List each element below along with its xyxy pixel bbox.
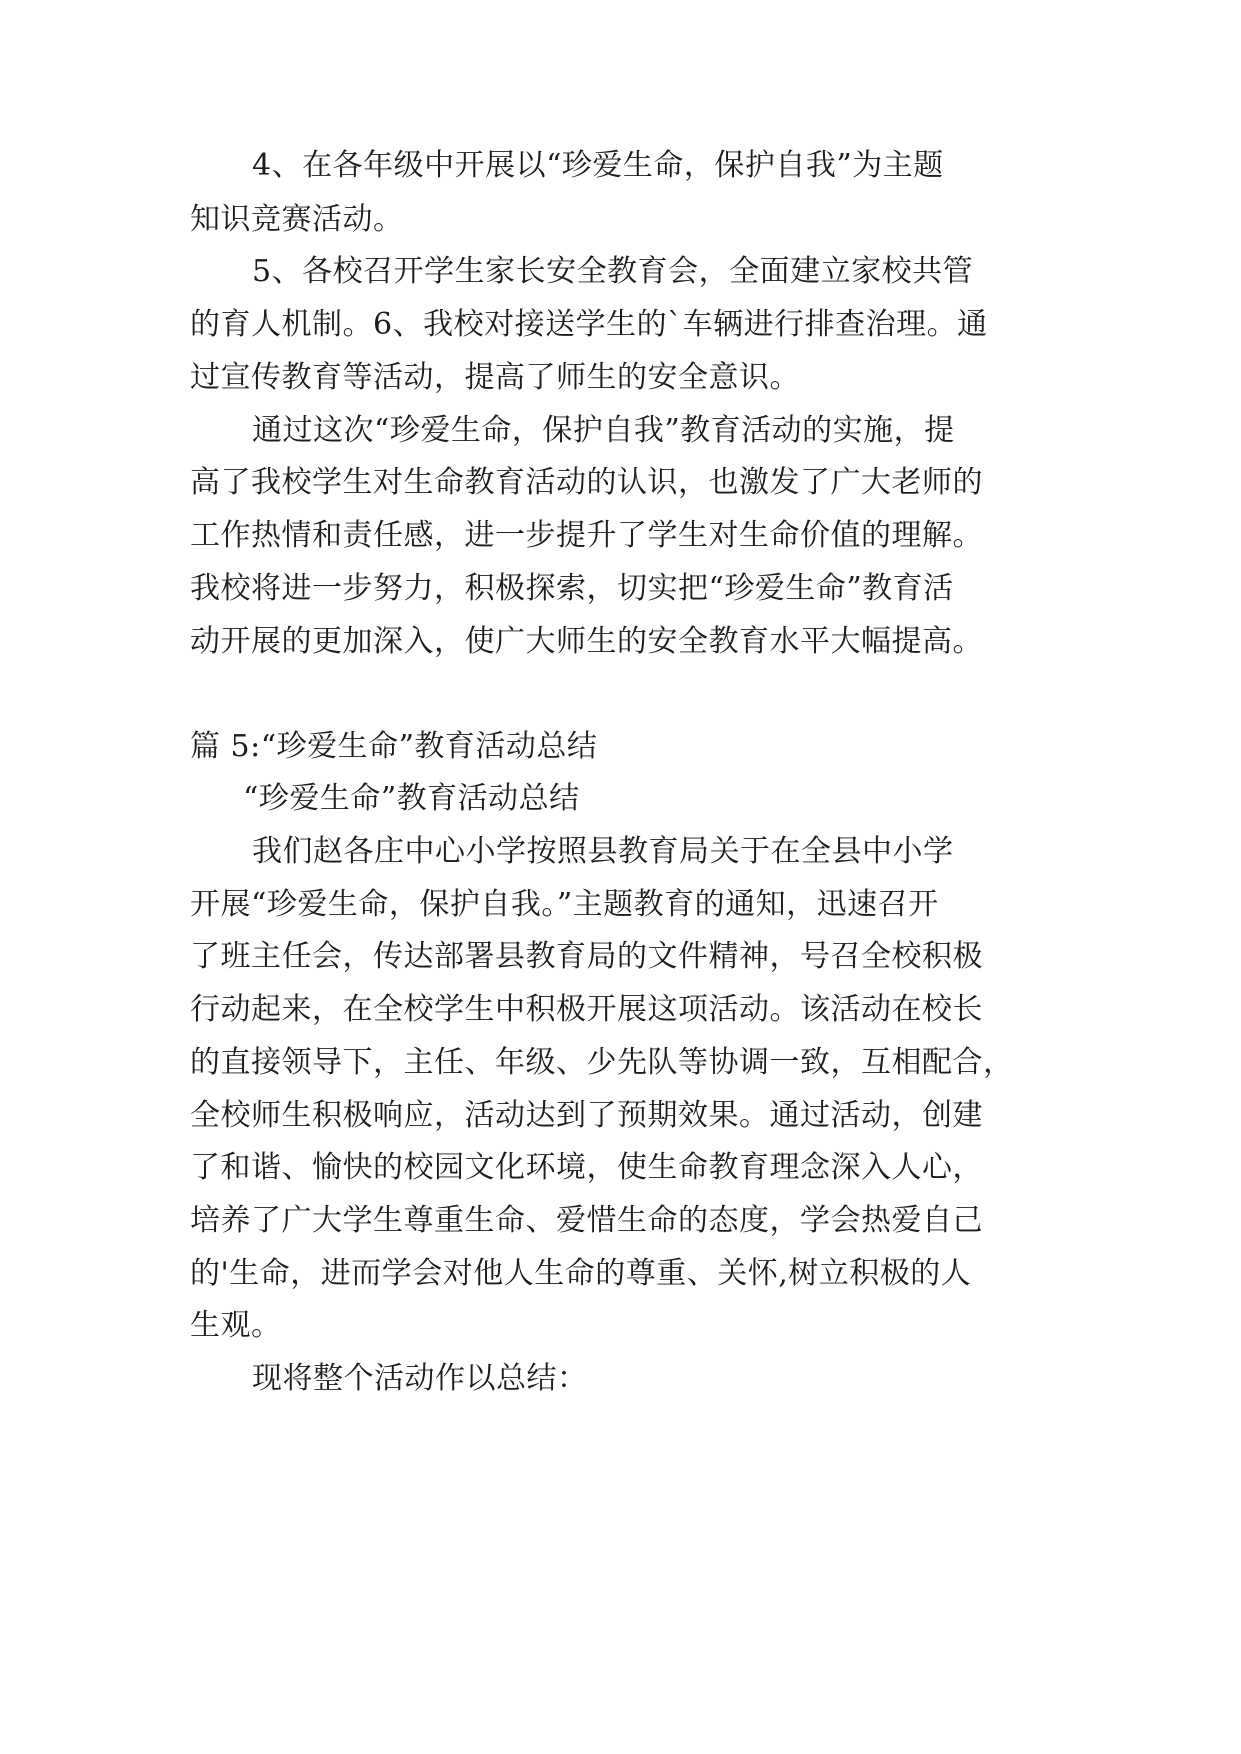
paragraph-line: 我校将进一步努力，积极探索，切实把“珍爱生命”教育活 (190, 571, 954, 606)
paragraph-line: 动开展的更加深入，使广大师生的安全教育水平大幅提高。 (190, 624, 983, 659)
paragraph-line: 的育人机制。6、我校对接送学生的`车辆进行排查治理。通 (190, 307, 988, 342)
paragraph-line: 4、在各年级中开展以“珍爱生命，保护自我”为主题 (252, 148, 944, 183)
paragraph-line: 行动起来，在全校学生中积极开展这项活动。该活动在校长 (190, 992, 983, 1027)
paragraph-line: 过宣传教育等活动，提高了师生的安全意识。 (190, 360, 800, 395)
paragraph-line: 知识竞赛活动。 (190, 202, 404, 237)
paragraph-line: 全校师生积极响应，活动达到了预期效果。通过活动，创建 (190, 1098, 983, 1133)
section-heading: 篇 5:“珍爱生命”教育活动总结 (190, 729, 598, 764)
paragraph-line: 高了我校学生对生命教育活动的认识，也激发了广大老师的 (190, 465, 983, 500)
paragraph-line: 的直接领导下，主任、年级、少先队等协调一致，互相配合， (190, 1045, 1014, 1080)
paragraph-line: 生观。 (190, 1308, 282, 1343)
paragraph-line: 了和谐、愉快的校园文化环境，使生命教育理念深入人心， (190, 1150, 983, 1185)
article-title: “珍爱生命”教育活动总结 (243, 781, 580, 816)
paragraph-line: 通过这次“珍爱生命，保护自我”教育活动的实施，提 (252, 413, 955, 448)
paragraph-line: 开展“珍爱生命，保护自我。”主题教育的通知，迅速召开 (190, 887, 939, 922)
paragraph-line: 工作热情和责任感，进一步提升了学生对生命价值的理解。 (190, 518, 983, 553)
paragraph-line: 5、各校召开学生家长安全教育会，全面建立家校共管 (252, 254, 974, 289)
paragraph-line: 我们赵各庄中心小学按照县教育局关于在全县中小学 (252, 834, 954, 869)
paragraph-line: 培养了广大学生尊重生命、爱惜生命的态度，学会热爱自己 (190, 1203, 983, 1238)
paragraph-line: 的'生命，进而学会对他人生命的尊重、关怀,树立积极的人 (190, 1256, 972, 1291)
paragraph-line: 现将整个活动作以总结： (252, 1361, 588, 1396)
paragraph-line: 了班主任会，传达部署县教育局的文件精神，号召全校积极 (190, 939, 983, 974)
